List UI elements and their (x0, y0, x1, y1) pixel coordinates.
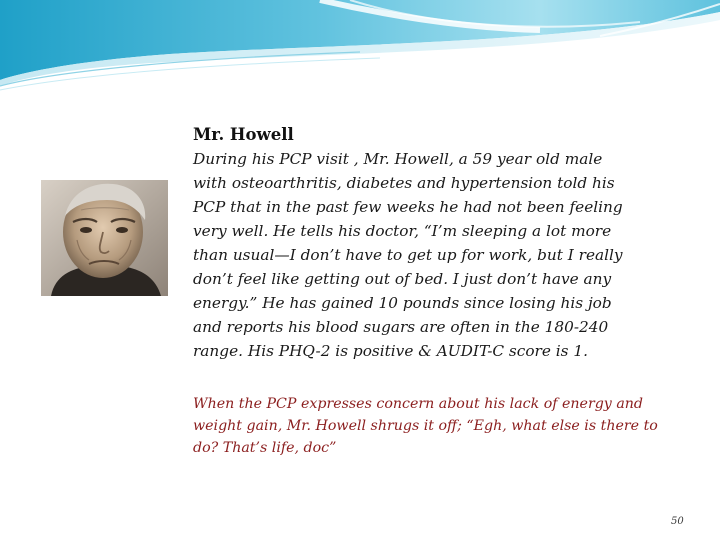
patient-response-quote (193, 393, 703, 459)
case-description-line: energy.” He has gained 10 pounds since losing his job (193, 294, 612, 312)
case-description-line: don’t feel like getting out of bed. I just don’t have any (193, 270, 612, 288)
case-description-line: than usual—I don’t have to get up for work, but I really (193, 246, 623, 264)
case-description-line: range. His PHQ-2 is positive & AUDIT-C score is 1. (193, 342, 588, 360)
case-title: Mr. Howell (193, 125, 294, 144)
case-description-line: very well. He tells his doctor, “I’m sleeping a lot more (193, 222, 612, 240)
case-description-line: and reports his blood sugars are often in the 180-240 (193, 318, 609, 336)
case-description (193, 147, 693, 363)
header-wave-decoration (0, 0, 720, 95)
quote-line: weight gain, Mr. Howell shrugs it off; “Egh, what else is there to (193, 418, 658, 434)
quote-line: When the PCP expresses concern about his lack of energy and (193, 396, 644, 412)
quote-line: do? That’s life, doc” (193, 440, 337, 456)
case-description-line: During his PCP visit , Mr. Howell, a 59 year old male (193, 150, 603, 168)
page-number: 50 (671, 516, 684, 527)
case-description-line: PCP that in the past few weeks he had not been feeling (193, 198, 623, 216)
case-description-line: with osteoarthritis, diabetes and hypertension told his (193, 174, 615, 192)
elderly-man-portrait (41, 180, 168, 296)
